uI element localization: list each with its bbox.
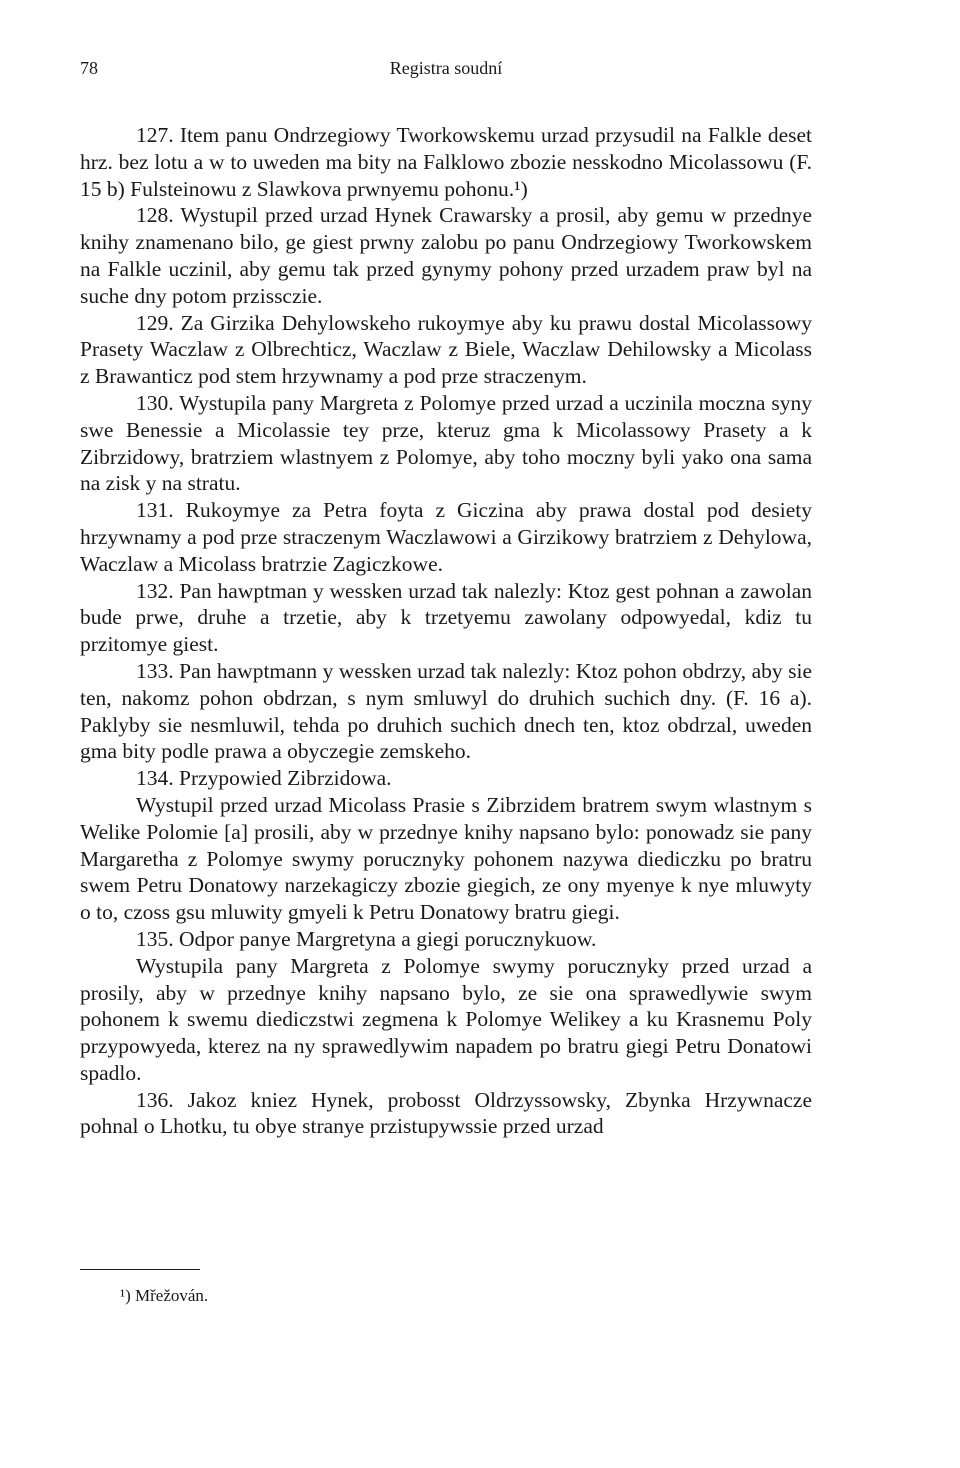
paragraph-132: 132. Pan hawptman y wessken urzad tak nalezly: Ktoz gest pohnan a zawolan bude prwe, druhe a trzetie, aby k trzetyemu zawolany odpowyedal, kdiz tu przitomye giest. xyxy=(80,578,812,657)
paragraph-129: 129. Za Girzika Dehylowskeho rukoymye aby ku prawu dostal Micolassowy Prasety Waczlaw z Olbrechticz, Waczlaw z Biele, Waczlaw Dehilowsky a Micolass z Brawanticz pod stem hrzywnamy a pod prze straczenym. xyxy=(80,310,812,389)
body-text xyxy=(80,122,812,1140)
paragraph-127: 127. Item panu Ondrzegiowy Tworkowskemu urzad przysudil na Falkle deset hrz. bez lotu a w to uweden ma bity na Falklowo zbozie nesskodno Micolassowu (F. 15 b) Fulsteinowu z Slawkova prwnyemu pohonu.¹) xyxy=(80,123,812,201)
paragraph-135-heading: 135. Odpor panye Margretyna a giegi porucznykuow. xyxy=(136,926,597,951)
paragraph-133: 133. Pan hawptmann y wessken urzad tak nalezly: Ktoz pohon obdrzy, aby sie ten, nakomz pohon obdrzan, s nym smluwyl do druhich suchich dny. (F. 16 a). Paklyby sie nesmluwil, tehda po druhich suchich dnech ten, ktoz obdrzal, uweden gma bity podle prawa a obyczegie zemskeho. xyxy=(80,658,812,764)
page xyxy=(80,58,812,1140)
running-title: Registra soudní xyxy=(389,58,503,78)
paragraph-134-heading: 134. Przypowied Zibrzidowa. xyxy=(136,766,392,791)
paragraph-135: Wystupila pany Margreta z Polomye swymy porucznyky przed urzad a prosily, aby w przednye knihy napsano bylo, ze sie ona sprawedlywie swym pohonem k swemu diediczstwi zegmena k Polomye Welikey a ku Krasnemu Poly przypowyeda, kterez na ny sprawedlywim napadem po bratru giegi Petru Donatowi spadlo. xyxy=(80,953,812,1085)
paragraph-136: 136. Jakoz kniez Hynek, probosst Oldrzyssowsky, Zbynka Hrzywnacze pohnal o Lhotku, tu obye stranye przistupywssie przed urzad xyxy=(80,1087,812,1139)
footnote-divider xyxy=(80,1269,200,1270)
paragraph-130: 130. Wystupila pany Margreta z Polomye przed urzad a uczinila moczna syny swe Benessie a Micolassie tey prze, kteruz gma k Micolassowy Prasety a k Zibrzidowy, bratrziem wlastnyem z Polomye, aby toho moczny byli yako ona sama na zisk y na stratu. xyxy=(80,390,812,496)
page-number: 78 xyxy=(80,58,98,78)
paragraph-134: Wystupil przed urzad Micolass Prasie s Zibrzidem bratrem swym wlastnym s Welike Polomie [a] prosili, aby w przednye knihy napsano bylo: ponowadz sie pany Margaretha z Polomye swymy porucznyky pohonem nazywa diediczku po bratru swem Petru Donatowy narzekagiczy zbozie giegich, ze ony myenye k nye mluwyty o to, czoss gsu mluwity gmyeli k Petru Donatowy bratru giegi. xyxy=(80,792,812,925)
paragraph-131: 131. Rukoymye za Petra foyta z Giczina aby prawa dostal pod desiety hrzywnamy a pod prze straczenym Waczlawowi a Girzikowy bratrziem z Dehylowa, Waczlaw a Micolass bratrzie Zagiczkowe. xyxy=(80,498,812,576)
page-header xyxy=(80,58,812,88)
paragraph-128: 128. Wystupil przed urzad Hynek Crawarsky a prosil, aby gemu w przednye knihy znamenano bilo, ge giest prwny zalobu po panu Ondrzegiowy Tworkowskem na Falkle uczinil, aby gemu tak przed gynymy pohony przed urzadem praw byl na suche dny potom przissczie. xyxy=(80,203,812,308)
footnote: ¹) Mřežován. xyxy=(120,1286,209,1305)
